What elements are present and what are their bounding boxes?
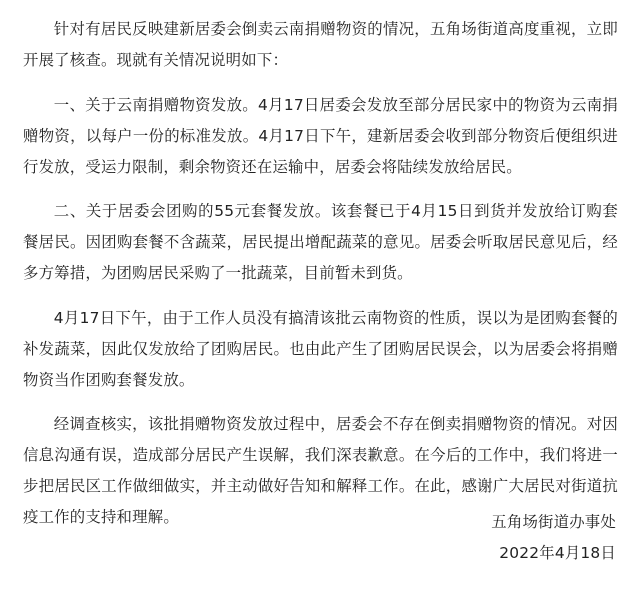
section-two-paragraph: 二、关于居委会团购的55元套餐发放。该套餐已于4月15日到货并发放给订购套餐居民。因团购套餐不含蔬菜，居民提出增配蔬菜的意见。居委会听取居民意见后，经多方筹措，为团购居民采购了一批蔬菜，目前暂未到货。 <box>23 202 618 282</box>
signature-block <box>491 507 616 569</box>
issuer-name: 五角场街道办事处 <box>491 513 616 531</box>
intro-paragraph: 针对有居民反映建新居委会倒卖云南捐赠物资的情况，五角场街道高度重视，立即开展了核查。现就有关情况说明如下： <box>23 20 618 69</box>
clarification-paragraph: 4月17日下午，由于工作人员没有搞清该批云南物资的性质，误以为是团购套餐的补发蔬菜，因此仅发放给了团购居民。也由此产生了团购居民误会，以为居委会将捐赠物资当作团购套餐发放。 <box>23 308 618 389</box>
conclusion-paragraph: 经调查核实，该批捐赠物资发放过程中，居委会不存在倒卖捐赠物资的情况。对因信息沟通有误，造成部分居民产生误解，我们深表歉意。在今后的工作中，我们将进一步把居民区工作做细做实，并主动做好告知和解释工作。在此，感谢广大居民对街道抗疫工作的支持和理解。 <box>23 415 618 526</box>
issue-date: 2022年4月18日 <box>499 544 616 562</box>
section-one-paragraph: 一、关于云南捐赠物资发放。4月17日居委会发放至部分居民家中的物资为云南捐赠物资，以每户一份的标准发放。4月17日下午，建新居委会收到部分物资后便组织进行发放，受运力限制，剩余物资还在运输中，居委会将陆续发放给居民。 <box>23 95 618 176</box>
